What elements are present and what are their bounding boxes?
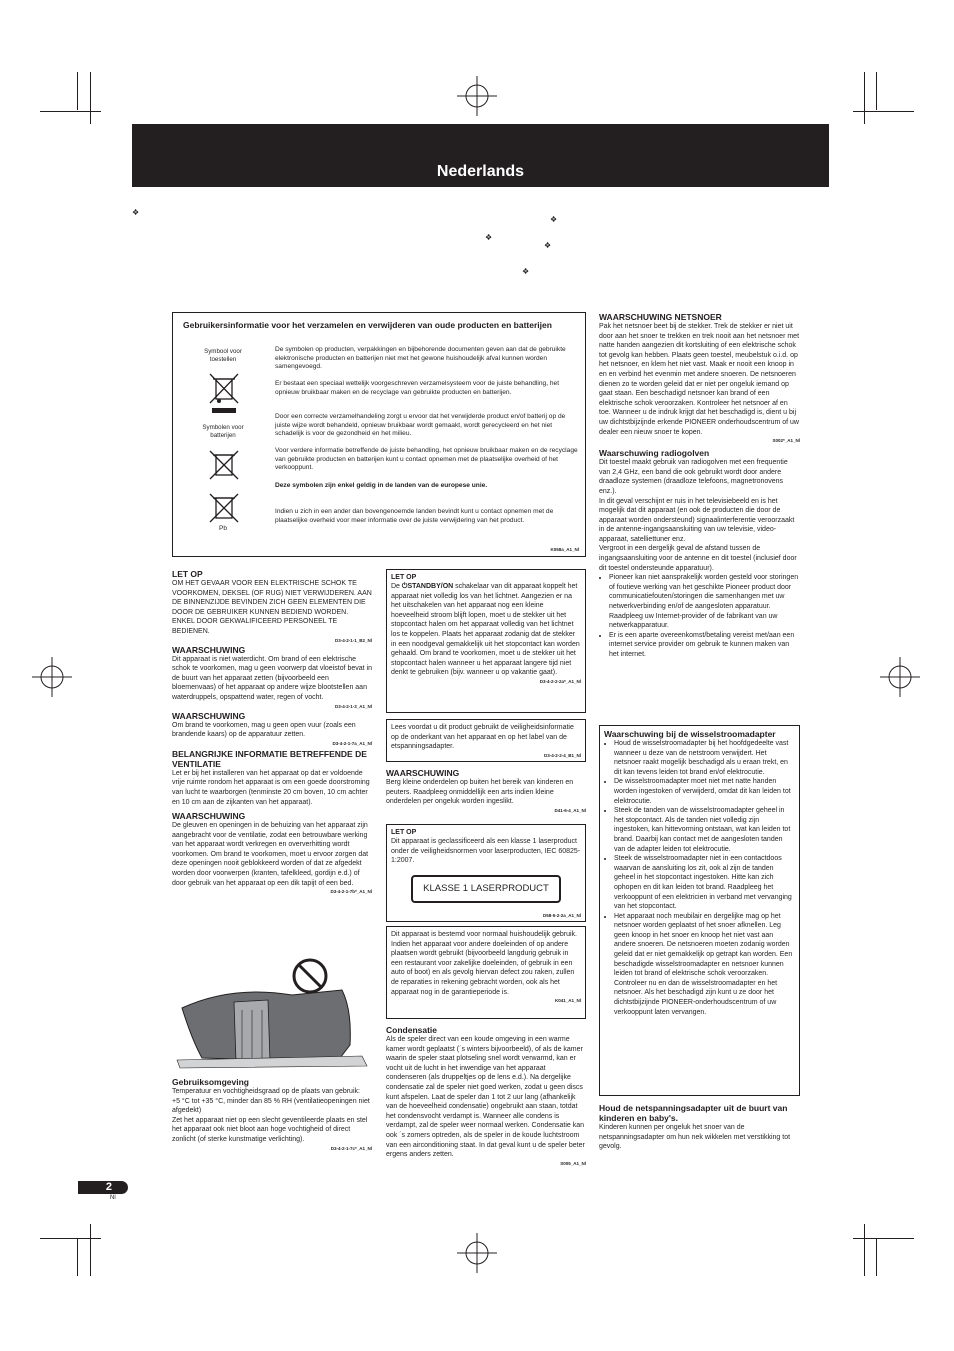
registration-mark: [457, 76, 497, 116]
adapter-bullet-list: [604, 739, 795, 1017]
registration-mark: [32, 657, 72, 697]
laser-class-label: KLASSE 1 LASERPRODUCT: [411, 875, 561, 903]
crop-mark: [864, 72, 865, 124]
section-heading: Condensatie: [386, 1025, 438, 1035]
crop-mark: [77, 72, 78, 110]
registration-mark: [457, 1233, 497, 1273]
box-heading: LET OP: [391, 829, 417, 836]
section-text: Temperatuur en vochtigheidsgraad op de plaats van gebruik:: [172, 1088, 360, 1095]
doc-code: D41-6-4_A1_Nl: [554, 807, 586, 813]
condensation-section: [386, 1025, 586, 1167]
section-heading: WAARSCHUWING: [172, 811, 246, 822]
list-item: • Pioneer kan niet aansprakelijk worden gesteld voor storingen of foutieve werking van het geschikte Pioneer product door communicatiefouten/storingen die samenhangen met uw netwerkverbinding en/of de aangesloten apparatuur. Raadpleeg uw Internet-provider of de fabrikant van uw netwerkapparatuur.: [609, 573, 800, 631]
environment-section: [172, 1077, 372, 1152]
registration-mark: [880, 657, 920, 697]
crop-mark: [77, 1238, 78, 1276]
box-heading: LET OP: [391, 574, 417, 581]
page-language-code: Nl: [110, 1195, 116, 1201]
standby-on-label: ⏻STANDBY/ON: [401, 583, 454, 590]
section-text: verdampt, zal de speler weer normaal werken. Condensatie kan ook ´s zomers optreden, als de speler in de koude luchtstroom van een airconditioning staat. In dat geval kunt u de speler beter ergens anders zetten.: [386, 1122, 585, 1159]
section-text: OM HET GEVAAR VOOR EEN ELEKTRISCHE SCHOK TE VOORKOMEN, DEKSEL (OF RUG) NIET VERWIJDEREN. AAN DE BINNENZIJDE BEVINDEN ZICH GEEN ELEMENTEN DIE DOOR DE GEBRUIKER KUNNEN BEDIEND WORDEN. ENKEL DOOR GEKWALIFICEERD PERSONEEL TE BEDIENEN.: [172, 580, 372, 635]
section-heading: Gebruiksomgeving: [172, 1077, 249, 1087]
section-text: In dit geval verschijnt er ruis in het televisiebeeld en is het mogelijk dat dit apparaat (en ook de producten die door de apparaat worden ondersteund) signaalinterferentie veroorzaakt in de antenne-ingangsaansluiting van uw televisie, video-apparaat, satelliettuner enz.: [599, 497, 795, 543]
section-text: Kinderen kunnen per ongeluk het snoer van de netspanningsadapter om hun nek wikkelen met verstikking tot gevolg.: [599, 1124, 791, 1151]
section-text: Om brand te voorkomen, mag u geen open vuur (zoals een brandende kaars) op de apparatuur zetten.: [172, 721, 356, 739]
section-text: Pak het netsnoer beet bij de stekker. Trek de stekker er niet uit door aan het snoer te trekken en trek nooit aan het netsnoer met natte handen aangezien dit kortsluiting of een elektrische schok tot gevolg kan hebben. Plaats geen toestel, meubelstuk o.i.d. op het netsnoer, en klem het niet vast. Maak er nooit een knoop in en en verbind het evenmin met andere snoeren. De netsnoeren dienen zo te worden geleid dat er niet per ongeluk iemand op gaat staan. Een beschadigd netsnoer kan brand of een elektrische schok veroorzaken. Kontroleer het netsnoer af en toe. Wanneer u de indruk krijgt dat het beschadigd is, dient u bij uw dichtstbijzijnde erkende PIONEER onderhoudscentrum of uw dealer een nieuw snoer te kopen.: [599, 323, 800, 436]
household-use-box: [386, 926, 586, 1019]
doc-code: D3-4-2-1-1_B2_Nl: [334, 637, 372, 643]
laser-caution-box: [386, 824, 586, 922]
crop-mark: [853, 111, 914, 112]
recycling-para: Door een correcte verzamelhandeling zorgt u ervoor dat het verwijderde product en/of batterij op de juiste wijze wordt behandeld, opnieuw bruikbaar wordt gemaakt, wordt gerecycleerd en het niet schadelijk is voor de gezondheid en het milieu.: [275, 413, 566, 438]
diamond-icon: ❖: [544, 241, 552, 250]
section-heading: Houd de netspanningsadapter uit de buurt van kinderen en baby's.: [599, 1103, 788, 1123]
lead-label: Pb: [219, 525, 227, 532]
section-text: Als de speler direct van een koude omgeving in een warme kamer wordt geplaatst (´s winters bijvoorbeeld), of als de kamer waarin de speler staat plotseling snel wordt verwarmd, kan er vocht uit de lucht in het inwendige van het apparaat condenseren (als druppeltjes op de lens e.d.). Na dergelijke condensatie zal de speler niet goed werken, zodat u geen discs kunt afspelen. Laat de speler dan 1 tot 2 uur lang (afhankelijk van de hoeveelheid condensatie) ongebruikt aan staan, totdat het condensvocht verdampt is. Wanneer alle condens is: [386, 1036, 583, 1120]
crossed-bin-icon: [207, 371, 241, 415]
recycling-para: Er bestaat een speciaal wettelijk voorgeschreven verzamelsysteem voor de juiste behandling, het opnieuw bruikbaar maken en de recyclage van gebruikte producten en batterijen.: [275, 380, 560, 396]
ac-adapter-warning-box: [599, 725, 800, 1096]
page-title: Nederlands: [436, 163, 525, 180]
recycling-info-box: [172, 312, 586, 557]
doc-code: D58-5-2-2a_A1_Nl: [542, 913, 581, 918]
box-text-pre: De: [391, 583, 402, 590]
crop-mark: [853, 1238, 914, 1239]
list-item: • Steek de tanden van de wisselstroomadapter geheel in het stopcontact. Als de tanden niet volledig zijn ingestoken, kan hittevorming ontstaan, wat kan leiden tot brand. Daarbij kan contact met de aangesloten tanden van de adapter leiden tot elektrocutie.: [614, 806, 795, 854]
radio-bullet-list: [599, 573, 800, 659]
list-item: • Houd de wisselstroomadapter bij het hoofdgedeelte vast wanneer u deze van de netstroom verwijdert. Het netsnoer raakt mogelijk beschadigd als u eraan trekt, en dit kan tevens leiden tot brand en/of elektrocutie.: [614, 739, 795, 777]
diamond-icon: ❖: [132, 208, 140, 217]
box-text: [391, 582, 581, 678]
list-item: • De wisselstroomadapter moet niet met natte handen worden ingestoken of verwijderd, omdat dit kan leiden tot elektrocutie.: [614, 777, 795, 806]
doc-code: S005_A1_Nl: [560, 1160, 586, 1166]
crossed-bin-battery-icon: [207, 491, 241, 525]
list-item: • Het apparaat noch meubilair en dergelijke mag op het netsnoer worden geplaatst of het snoer afknellen. Leg geen knoop in het snoer en knoop het niet vast aan andere snoeren. De netsnoeren moeten zodanig worden geleid dat er niet gemakkelijk op getrapt kan worden. Een beschadigde wisselstroomadapter en netsnoer kunnen leiden tot brand of elektrische schok veroorzaken. Controleer nu en dan de wisselstroomadapter en het netsnoer. Als het beschadigd zijn kunt u ze door het dichtstbijzijnde PIONEER-onderhoudscentrum of uw verkooppunt laten vervangen.: [614, 912, 795, 1018]
section-heading: WAARSCHUWING: [172, 710, 246, 721]
section-text: +5 °C tot +35 °C, minder dan 85 % RH (ventilatieopeningen niet afgedekt): [172, 1097, 370, 1115]
safety-info-box: [386, 719, 586, 762]
list-item: • Steek de wisselstroomadapter niet in een contactdoos waarvan de aansluiting los zit, ook al zijn de tanden geheel in het stopcontact ingestoken. Hitte kan zich ophopen en dit kan leiden tot brand. Raadpleeg het verkooppunt of een elektricien in verband met vervanging van het stopcontact.: [614, 854, 795, 912]
section-heading: LET OP: [172, 569, 203, 579]
language-banner: [132, 124, 829, 187]
recycling-para: Voor verdere informatie betreffende de juiste behandling, het opnieuw bruikbaar maken en de recyclage van gebruikte producten en batterijen kunt u contact opnemen met de plaatselijke overheid of het verkooppunt.: [275, 447, 578, 472]
box-text: Dit apparaat is geclassificeerd als een klasse 1 laserproduct onder de veiligheidsnormen voor laserproducten, IEC 60825-1:2007.: [391, 838, 581, 865]
section-text: Let er bij het installeren van het apparaat op dat er voldoende vrije ruimte rondom het apparaat is om een goede doorstroming van lucht te waarborgen (tenminste 20 cm boven, 10 cm achter en 10 cm aan de zijkanten van het apparaat).: [172, 769, 370, 806]
box-text: Dit apparaat is bestemd voor normaal huishoudelijk gebruik. Indien het apparaat voor andere doeleinden of op andere plaatsen wordt gebruikt (bijvoorbeeld langdurig gebruik in een restaurant voor zakelijke doeleinden, of gebruik in een auto of boot) en als gevolg hiervan defect zou raken, zullen de reparaties in rekening gebracht worden, ook als het apparaat nog in de garantieperiode is.: [391, 931, 577, 996]
doc-code: D3-4-2-1-7a_A1_Nl: [332, 740, 372, 746]
section-text: Zet het apparaat niet op een slecht geventileerde plaats en stel het apparaat ook niet bloot aan hoge vochtigheid of direct zonlicht (of sterke kunstmatige verlichting).: [172, 1116, 368, 1143]
small-parts-section: [386, 768, 586, 814]
crop-mark: [876, 72, 877, 110]
crop-mark: [90, 72, 91, 124]
batteries-symbol-label: Symbolen voor batterijen: [202, 424, 244, 439]
children-warning-section: [599, 1103, 800, 1152]
crop-mark: [876, 1238, 877, 1276]
page-number: 2: [78, 1181, 128, 1194]
recycling-para: Indien u zich in een ander dan bovengenoemde landen bevindt kunt u contact opnemen met de plaatselijke overheid voor meer informatie over de juiste verwijdering van het product.: [275, 508, 554, 524]
section-heading: BELANGRIJKE INFORMATIE BETREFFENDE DE VENTILATIE: [172, 748, 367, 769]
section-text: Berg kleine onderdelen op buiten het bereik van kinderen en peuters. Raadpleeg onmiddellijk een arts indien kleine onderdelen per ongeluk worden ingeslikt.: [386, 779, 574, 806]
section-heading: WAARSCHUWING NETSNOER: [599, 312, 722, 322]
diamond-icon: ❖: [550, 215, 558, 224]
covered-device-illustration: [172, 950, 372, 1070]
doc-code: D3-4-2-2-2a*_A1_Nl: [539, 678, 581, 684]
section-heading: WAARSCHUWING: [386, 768, 460, 778]
recycling-para: De symbolen op producten, verpakkingen en bijbehorende documenten geven aan dat de gebruikte elektronische producten en batterijen niet met het gewone huishoudelijk afval kunnen worden samengevoegd.: [275, 346, 566, 371]
doc-code: K058a_A1_Nl: [550, 547, 579, 552]
box-text: Lees voordat u dit product gebruikt de veiligheidsinformatie op de onderkant van het apparaat en op het label van de etspanningsadapter.: [391, 724, 574, 751]
standby-caution-box: [386, 569, 586, 713]
list-item: • Er is een aparte overeenkomst/betaling vereist met/aan een internet service provider om gebruik te kunnen maken van het internet.: [609, 631, 800, 660]
crop-mark: [90, 1224, 91, 1276]
doc-code: D3-4-2-1-7c*_A1_Nl: [330, 1145, 372, 1151]
recycling-title: Gebruikersinformatie voor het verzamelen en verwijderen van oude producten en batterijen: [183, 320, 552, 330]
section-text: Vergroot in een dergelijk geval de afstand tussen de ingangsaansluiting voor de antenne en dit toestel (inclusief door dit toestel ondersteunde apparatuur).: [599, 545, 797, 572]
box-text-main: schakelaar van dit apparaat koppelt het apparaat niet volledig los van het lichtnet. Aangezien er na het uitschakelen van het apparaat nog een kleine hoeveelheid stroom blijft lopen, moet u de stekker uit het stopcontact halen om het apparaat volledig van het lichtnet los te koppelen. Plaats het apparaat zodanig dat de stekker in een noodgeval gemakkelijk uit het stopcontact kan worden gehaald. Om brand te voorkomen, moet u de stekker uit het stopcontact halen wanneer u het apparaat langere tijd niet denkt te gebruiken (bijv. wanneer u op vakantie gaat).: [391, 583, 580, 677]
section-heading: Waarschuwing radiogolven: [599, 448, 710, 459]
recycling-para-bold: Deze symbolen zijn enkel geldig in de landen van de europese unie.: [275, 482, 488, 489]
section-text: Dit toestel maakt gebruik van radiogolven met een frequentie van 2,4 GHz, een band die ook gebruikt wordt door andere draadloze systemen (draadloze telefoons, magnetronovens enz.).: [599, 459, 788, 495]
diamond-icon: ❖: [485, 233, 493, 242]
crop-mark: [864, 1224, 865, 1276]
diamond-icon: ❖: [522, 267, 530, 276]
doc-code: D3-4-2-2-4_B1_Nl: [543, 752, 581, 758]
section-heading: WAARSCHUWING: [172, 644, 246, 655]
doc-code: D3-4-2-1-3_A1_Nl: [334, 703, 372, 709]
section-text: Dit apparaat is niet waterdicht. Om brand of een elektrische schok te voorkomen, mag u geen voorwerp dat vloeistof bevat in de buurt van het apparaat zetten (bijvoorbeeld een bloemenvaas) of het apparaat op andere wijze blootstellen aan waterdruppels, opspattend water, regen of vocht.: [172, 655, 372, 701]
crop-mark: [40, 111, 101, 112]
crossed-bin-battery-icon: [207, 448, 241, 482]
doc-code: D3-4-2-1-7b*_A1_Nl: [330, 889, 372, 895]
section-heading: Waarschuwing bij de wisselstroomadapter: [604, 729, 776, 739]
column-left: [172, 569, 372, 895]
section-text: De gleuven en openingen in de behuizing van het apparaat zijn aangebracht voor de ventilatie, zodat een betrouwbare werking van het apparaat wordt verkregen en oververhitting wordt voorkomen. Om brand te voorkomen, moet u ervoor zorgen dat deze openingen nooit geblokkeerd worden of dat ze afgedekt worden door voorwerpen (kranten, tafelkleed, gordijn e.d.) of door gebruik van het apparaat op een dik tapijt of een bed.: [172, 822, 369, 887]
doc-code: S002*_A1_Nl: [772, 438, 800, 444]
crop-mark: [40, 1238, 101, 1239]
products-symbol-label: Symbool voor toestellen: [204, 348, 242, 363]
column-right: [599, 312, 800, 660]
doc-code: K041_A1_Nl: [554, 998, 581, 1004]
